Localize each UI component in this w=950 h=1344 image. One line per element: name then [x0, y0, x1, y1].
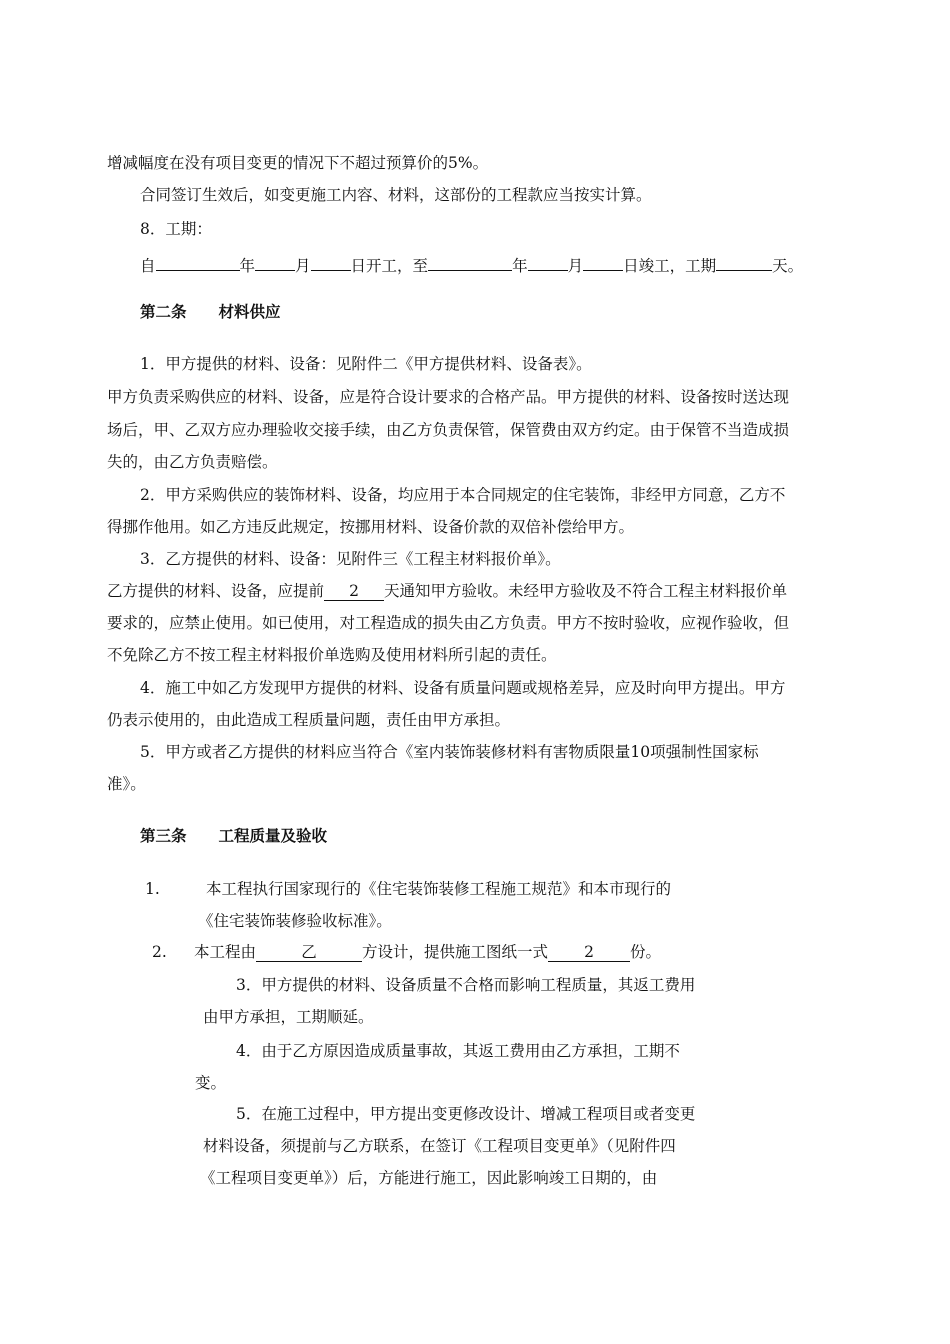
s2-clause-1-line-a: 甲方负责采购供应的材料、设备，应是符合设计要求的合格产品。甲方提供的材料、设备按时送达现 — [107, 388, 790, 406]
schedule-from: 自 — [140, 257, 156, 275]
budget-variance-text: 增减幅度在没有项目变更的情况下不超过预算价的5%。 — [107, 154, 489, 172]
schedule-start-label: 日开工，至 — [350, 257, 429, 275]
s3-item-2-number: 2. — [152, 943, 167, 961]
designer-party-field[interactable]: 乙 — [256, 943, 362, 962]
schedule-month-label-2: 月 — [567, 257, 584, 275]
s2-clause-4-line-b: 仍表示使用的，由此造成工程质量问题，责任由甲方承担。 — [107, 711, 511, 729]
s3-item-5-line-a: 5．在施工过程中，甲方提出变更修改设计、增减工程项目或者变更 — [236, 1105, 696, 1123]
s3-item-2-mid: 方设计，提供施工图纸一式 — [362, 943, 549, 961]
start-day-field[interactable] — [311, 252, 351, 271]
s3-item-1-number: 1. — [145, 880, 160, 898]
s3-item-5-line-c: 《工程项目变更单》）后，方能进行施工，因此影响竣工日期的，由 — [200, 1169, 658, 1187]
end-day-field[interactable] — [583, 252, 623, 271]
duration-heading: 8．工期： — [140, 220, 212, 238]
s3-item-5-line-b: 材料设备，须提前与乙方联系，在签订《工程项目变更单》（见附件四 — [203, 1137, 676, 1155]
s3-item-2-pre: 本工程由 — [194, 943, 257, 961]
s2-clause-3-line-b: 要求的，应禁止使用。如已使用，对工程造成的损失由乙方负责。甲方不按时验收，应视作验收，但 — [107, 614, 790, 632]
s2-clause-2-line-a: 2．甲方采购供应的装饰材料、设备，均应用于本合同规定的住宅装饰，非经甲方同意，乙方不 — [140, 486, 786, 504]
schedule-year-label-2: 年 — [512, 257, 528, 275]
s3-item-1-line-a: 本工程执行国家现行的《住宅装饰装修工程施工规范》和本市现行的 — [206, 880, 672, 898]
s2-clause-1-line-c: 失的，由乙方负责赔偿。 — [107, 453, 278, 471]
s2-clause-4-line-a: 4．施工中如乙方发现甲方提供的材料、设备有质量问题或规格差异，应及时向甲方提出。甲方 — [140, 679, 786, 697]
s2-clause-3-line-c: 不免除乙方不按工程主材料报价单选购及使用材料所引起的责任。 — [107, 646, 557, 664]
section-2-heading — [140, 302, 281, 322]
s2-clause-3-post: 天通知甲方验收。未经甲方验收及不符合工程主材料报价单 — [384, 582, 788, 600]
s2-clause-1-line-b: 场后，甲、乙双方应办理验收交接手续，由乙方负责保管，保管费由双方约定。由于保管不当造成损 — [107, 421, 790, 439]
s3-item-4-line-b: 变。 — [195, 1074, 227, 1092]
s2-clause-1: 1．甲方提供的材料、设备：见附件二《甲方提供材料、设备表》。 — [140, 355, 592, 373]
s3-item-2-post: 份。 — [630, 943, 662, 961]
s3-item-4-line-a: 4．由于乙方原因造成质量事故，其返工费用由乙方承担，工期不 — [236, 1042, 680, 1060]
start-year-field[interactable] — [156, 252, 240, 271]
schedule-duration-label: 日竣工，工期 — [623, 257, 717, 275]
section-2-number: 第二条 — [140, 303, 187, 321]
section-2-title: 材料供应 — [218, 303, 281, 321]
schedule-year-label: 年 — [239, 257, 256, 275]
section-3-title: 工程质量及验收 — [218, 827, 328, 845]
s3-item-3-line-a: 3．甲方提供的材料、设备质量不合格而影响工程质量，其返工费用 — [236, 976, 696, 994]
s2-clause-2-line-b: 得挪作他用。如乙方违反此规定，按挪用材料、设备价款的双倍补偿给甲方。 — [107, 518, 635, 536]
schedule-days-label: 天。 — [772, 257, 804, 275]
s2-clause-3: 3．乙方提供的材料、设备：见附件三《工程主材料报价单》。 — [140, 550, 561, 568]
s2-clause-5-line-a: 5．甲方或者乙方提供的材料应当符合《室内装饰装修材料有害物质限量10项强制性国家标 — [140, 743, 759, 761]
notice-days-field[interactable]: 2 — [324, 582, 384, 601]
s2-clause-5-line-b: 准》。 — [107, 775, 146, 793]
drawing-copies-field[interactable]: 2 — [548, 943, 630, 962]
change-settlement-text: 合同签订生效后，如变更施工内容、材料，这部份的工程款应当按实计算。 — [140, 186, 652, 204]
end-month-field[interactable] — [528, 252, 568, 271]
s3-item-2 — [194, 942, 661, 962]
section-3-number: 第三条 — [140, 827, 187, 845]
schedule-month-label: 月 — [295, 257, 311, 275]
s3-item-3-line-b: 由甲方承担，工期顺延。 — [203, 1008, 374, 1026]
s2-clause-3-line-a — [107, 581, 787, 601]
start-month-field[interactable] — [255, 252, 295, 271]
section-3-heading — [140, 826, 327, 846]
s2-clause-3-pre: 乙方提供的材料、设备，应提前 — [107, 582, 325, 600]
s3-item-1-line-b: 《住宅装饰装修验收标准》。 — [198, 912, 392, 930]
schedule-line — [140, 252, 803, 276]
end-year-field[interactable] — [428, 252, 512, 271]
duration-days-field[interactable] — [716, 252, 772, 271]
